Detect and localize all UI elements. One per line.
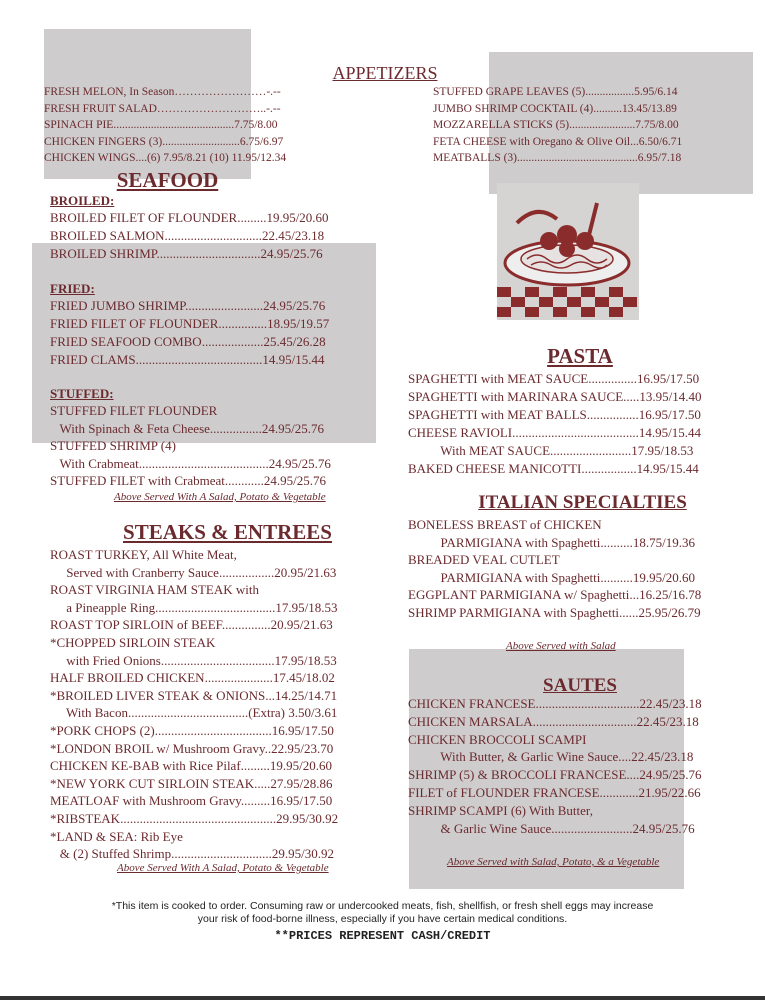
menu-item (44, 117, 278, 134)
menu-item-name: With Crabmeat (50, 455, 139, 471)
menu-item-name: SPAGHETTI with MEAT SAUCE (408, 371, 589, 386)
menu-item (408, 424, 701, 442)
menu-item (50, 333, 326, 351)
menu-item-price: 13.45/13.89 (621, 102, 677, 115)
menu-item (44, 150, 286, 167)
menu-item-price: 17.95/18.53 (275, 599, 338, 615)
menu-item (50, 616, 333, 634)
menu-item-price: 16.95/17.50 (271, 723, 334, 738)
menu-item-price: 16.95/17.50 (270, 793, 333, 809)
menu-item-name: FETA CHEESE with Oregano & Olive Oil (433, 135, 631, 148)
menu-item (50, 351, 324, 369)
menu-item (50, 828, 183, 846)
menu-item-name: CHICKEN FINGERS (3) (44, 135, 163, 148)
menu-item-leader: ................................ (156, 246, 261, 261)
menu-item (408, 731, 586, 749)
menu-item-leader: ..... (254, 775, 271, 791)
menu-item-name: BROILED FILET OF FLOUNDER (50, 210, 238, 225)
menu-item-leader: ... (630, 135, 639, 148)
menu-item (44, 134, 283, 151)
menu-item (50, 546, 237, 564)
menu-item (50, 792, 332, 810)
menu-item (50, 687, 337, 705)
menu-item-name: FRESH FRUIT SALAD (44, 102, 157, 115)
menu-item-price: 21.95/22.66 (638, 785, 701, 800)
menu-item (408, 713, 699, 731)
menu-item-leader: ................. (218, 564, 275, 580)
menu-item-name: EGGPLANT PARMIGIANA w/ Spaghetti (408, 587, 630, 602)
menu-item-leader: ............... (218, 316, 268, 331)
menu-item-name: CHICKEN KE-BAB with Rice Pilaf (50, 758, 241, 774)
footer-disclaimer-line-1: *This item is cooked to order. Consuming raw or undercooked meats, fish, shellfish, or fresh shell eggs may increase (111, 900, 654, 912)
menu-item-name: With MEAT SAUCE (408, 443, 551, 458)
menu-item-name: *RIBSTEAK (50, 811, 121, 826)
menu-item-name: BAKED CHEESE MANICOTTI (408, 461, 582, 476)
menu-item-name: HALF BROILED CHICKEN (50, 670, 205, 686)
menu-item-price: 17.95/18.53 (631, 443, 694, 458)
broiled-label: BROILED: (50, 193, 115, 208)
menu-item (50, 722, 334, 740)
menu-item (50, 845, 334, 863)
menu-item (408, 460, 699, 478)
menu-item-price: 14.95/15.44 (262, 352, 325, 367)
seafood-title: SEAFOOD (116, 168, 219, 192)
menu-item-leader: .............................. (164, 228, 262, 243)
menu-item (50, 740, 333, 758)
menu-item-price: 24.95/25.76 (632, 820, 695, 836)
menu-item-price: 29.95/30.92 (271, 846, 334, 862)
menu-item-name: ROAST TURKEY, All White Meat, (50, 547, 237, 562)
menu-item (50, 564, 336, 582)
menu-item-name: SHRIMP SCAMPI (6) With Butter, (408, 802, 593, 818)
pasta-title: PASTA (547, 344, 613, 368)
menu-item (50, 634, 215, 652)
menu-item (433, 84, 678, 101)
menu-item (408, 766, 702, 784)
menu-item-name: CHEESE RAVIOLI (408, 425, 513, 440)
menu-item (408, 516, 602, 534)
menu-item-name: PARMIGIANA with Spaghetti (408, 534, 601, 550)
menu-item-name: *LAND & SEA: Rib Eye (50, 828, 183, 844)
menu-item-price: 24.95/25.76 (263, 298, 326, 313)
menu-item (50, 227, 324, 245)
menu-item-leader: ................................................ (120, 811, 277, 826)
menu-item-price: 6.95/7.18 (637, 152, 682, 164)
menu-item (433, 134, 682, 151)
menu-item-leader: ............... (221, 617, 271, 633)
menu-item (408, 604, 701, 622)
menu-item-leader: ......................... (551, 820, 633, 836)
menu-item-name: & (2) Stuffed Shrimp (50, 846, 172, 862)
menu-item-price: 16.95/17.50 (638, 407, 701, 422)
menu-item-price: 7.75/8.00 (635, 119, 679, 131)
menu-item-leader: ..... (623, 389, 640, 404)
menu-item-price: 14.95/15.44 (636, 461, 699, 476)
menu-item-leader: ............ (599, 785, 639, 800)
menu-item-leader: ..................................... (155, 599, 276, 615)
menu-item-price: 22.45/23.18 (639, 696, 702, 711)
menu-item-price: 19.95/20.60 (269, 758, 333, 774)
menu-item-leader: .......... (600, 569, 633, 585)
menu-item-name: CHICKEN MARSALA (408, 713, 533, 729)
menu-item-leader: .......... (600, 534, 633, 550)
menu-item-leader: .......... (593, 102, 622, 115)
italian-note: Above Served with Salad (506, 640, 616, 652)
menu-item-price: 22.45/23.18 (261, 228, 325, 243)
menu-item-leader: ................. (581, 461, 637, 476)
menu-item-price: 24.95/25.76 (268, 455, 331, 471)
menu-item-name: STUFFED SHRIMP (4) (50, 438, 176, 453)
menu-item-leader: ......... (240, 793, 271, 809)
menu-item (50, 652, 337, 670)
menu-item-name: BONELESS BREAST of CHICKEN (408, 517, 602, 532)
menu-item-leader: ........................... (162, 135, 240, 148)
menu-item-price: 5.95/6.14 (634, 86, 678, 98)
sautes-note: Above Served with Salad, Potato, & a Vegetable (447, 856, 660, 868)
menu-item-price: 20.95/21.63 (274, 564, 337, 580)
menu-item-price: 22.45/23.18 (631, 749, 694, 765)
menu-item-leader: ................. (585, 86, 635, 98)
menu-item-name: PARMIGIANA with Spaghetti (408, 569, 601, 585)
menu-item-name: a Pineapple Ring (50, 599, 156, 615)
menu-item-leader: ........................................ (138, 455, 269, 471)
menu-item-leader: ..................... (204, 670, 273, 686)
spaghetti-meatballs-illustration (497, 183, 639, 320)
menu-item-name: *CHOPPED SIRLOIN STEAK (50, 635, 216, 650)
menu-item-price: 22.95/23.70 (271, 740, 334, 756)
menu-item-leader: .. (264, 740, 272, 756)
menu-item-leader: ................ (209, 420, 262, 436)
menu-item (433, 101, 677, 118)
menu-item (50, 455, 331, 473)
footer-prices-note: **PRICES REPRESENT CASH/CREDIT (274, 929, 491, 943)
menu-item-price: 14.25/14.71 (274, 687, 338, 703)
fried-label: FRIED: (50, 281, 95, 296)
menu-item-leader: ................................... (160, 652, 275, 668)
menu-item-leader: ... (629, 587, 640, 602)
menu-item-leader: ................ (586, 407, 639, 422)
menu-item (408, 370, 699, 388)
menu-item-name: with Fried Onions (50, 652, 161, 668)
menu-item-name: BREADED VEAL CUTLET (408, 552, 560, 567)
menu-item (50, 704, 337, 722)
menu-item-leader: .................................... (154, 723, 272, 738)
menu-item-price: 29.95/30.92 (276, 811, 339, 826)
menu-item-leader: ............................... (171, 846, 272, 862)
menu-item (50, 810, 338, 828)
menu-item-name: *LONDON BROIL w/ Mushroom Gravy (50, 740, 265, 756)
menu-item-price: 16.25/16.78 (639, 587, 702, 602)
menu-item-name: FRIED SEAFOOD COMBO (50, 334, 202, 349)
menu-item-name: ROAST VIRGINIA HAM STEAK with (50, 582, 259, 598)
menu-item-name: STUFFED FILET with Crabmeat (50, 473, 225, 488)
menu-item-leader: ....................... (569, 119, 636, 131)
menu-item-price: 17.45/18.02 (272, 670, 335, 686)
menu-item-leader: ............ (224, 473, 264, 488)
menu-item-name: BROILED SALMON (50, 228, 165, 243)
menu-item-leader: ................................ (535, 696, 640, 711)
menu-item-price: 18.75/19.36 (632, 534, 695, 550)
menu-item-leader: .... (618, 749, 632, 765)
menu-item-name: BROILED SHRIMP (50, 246, 157, 261)
menu-item-name: MOZZARELLA STICKS (5) (433, 119, 570, 131)
menu-item (50, 581, 259, 599)
menu-item-price: 24.95/25.76 (260, 246, 323, 261)
italian-title: ITALIAN SPECIALTIES (478, 492, 687, 513)
menu-item-name: MEATLOAF with Mushroom Gravy (50, 793, 241, 809)
menu-item-name: & Garlic Wine Sauce (408, 820, 552, 836)
menu-item-leader: ................................ (532, 713, 637, 729)
menu-item-price: 16.95/17.50 (636, 371, 700, 386)
menu-item-name: SHRIMP (5) & BROCCOLI FRANCESE (408, 767, 627, 783)
menu-item-price: 19.95/20.60 (266, 210, 329, 225)
menu-item-price: 27.95/28.86 (270, 775, 333, 791)
menu-item-name: SPAGHETTI with MARINARA SAUCE (408, 389, 624, 404)
menu-item-name: SPINACH PIE (44, 119, 114, 131)
menu-item-leader: ......... (240, 758, 270, 774)
menu-item (433, 117, 679, 134)
menu-item-price: 13.95/14.40 (639, 389, 702, 404)
menu-item (44, 101, 281, 118)
menu-item (408, 569, 695, 587)
menu-item-name: *NEW YORK CUT SIRLOIN STEAK (50, 775, 255, 791)
menu-item-leader: ....................................... (512, 425, 639, 440)
menu-item-name: ROAST TOP SIRLOIN of BEEF (50, 617, 222, 633)
menu-item-leader: ......................... (550, 443, 632, 458)
menu-item (50, 669, 335, 687)
menu-item-name: STUFFED GRAPE LEAVES (5) (433, 86, 586, 98)
menu-item-leader: ................... (201, 334, 264, 349)
menu-item-leader: ... (265, 687, 275, 703)
menu-item-price: 18.95/19.57 (267, 316, 330, 331)
menu-item-name: FRIED CLAMS (50, 352, 136, 367)
menu-item-name: With Bacon (50, 705, 128, 721)
menu-item-price: 6.50/6.71 (638, 135, 683, 148)
menu-item-leader: ......... (237, 210, 267, 225)
menu-item (408, 784, 701, 802)
menu-item-leader: ............... (588, 371, 637, 386)
menu-item-leader: ..................................... (127, 705, 249, 721)
menu-item-name: CHICKEN BROCCOLI SCAMPI (408, 731, 587, 747)
menu-item-leader: ....................................... (135, 352, 263, 367)
sautes-title: SAUTES (543, 675, 617, 696)
menu-item-price: 24.95/25.76 (261, 420, 325, 436)
menu-item (408, 534, 695, 552)
seafood-note: Above Served With A Salad, Potato & Vegetable (114, 491, 326, 503)
menu-item-name: FRESH MELON, In Season (44, 86, 175, 98)
menu-item-price: 6.75/6.97 (239, 135, 284, 148)
menu-item-name: MEATBALLS (3) (433, 152, 518, 164)
menu-item-name: CHICKEN WINGS....(6) 7.95/8.21 (10) 11.95/12.34 (44, 152, 287, 164)
menu-item (433, 150, 681, 167)
menu-item-leader: .......................................... (113, 119, 235, 131)
bottom-border (0, 996, 765, 1000)
menu-item-price: -.-- (266, 102, 281, 115)
menu-item (50, 245, 323, 263)
menu-item-name: FILET of FLOUNDER FRANCESE (408, 785, 600, 800)
menu-item-leader: .......................................... (517, 152, 638, 164)
steaks-note: Above Served With A Salad, Potato & Vegetable (117, 862, 329, 874)
menu-item-price: 7.75/8.00 (234, 119, 278, 131)
menu-item (44, 84, 281, 101)
menu-item-name: SHRIMP PARMIGIANA with Spaghetti (408, 604, 620, 620)
menu-item-price: 20.95/21.63 (270, 617, 333, 633)
menu-item (408, 586, 701, 604)
menu-item-name: *BROILED LIVER STEAK & ONIONS (50, 687, 266, 703)
menu-item (408, 442, 693, 460)
menu-item (50, 472, 326, 490)
menu-item (408, 406, 701, 424)
menu-item-leader: …………………… (174, 86, 267, 98)
menu-item (408, 388, 702, 406)
menu-item-price: 24.95/25.76 (263, 473, 327, 488)
menu-item (408, 802, 593, 820)
menu-item-leader: ........................ (185, 298, 264, 313)
menu-item-name: CHICKEN FRANCESE (408, 696, 536, 711)
menu-item (408, 695, 702, 713)
menu-item-price: 22.45/23.18 (636, 713, 699, 729)
stuffed-label: STUFFED: (50, 386, 114, 401)
menu-item-leader: .... (626, 767, 640, 783)
menu-item (408, 551, 560, 569)
menu-item-name: JUMBO SHRIMP COCKTAIL (4) (433, 102, 594, 115)
menu-item-price: 19.95/20.60 (632, 569, 695, 585)
menu-item-name: FRIED JUMBO SHRIMP (50, 298, 186, 313)
menu-item-price: 25.45/26.28 (263, 334, 326, 349)
menu-item-name: Served with Cranberry Sauce (50, 564, 219, 580)
menu-item-name: STUFFED FILET FLOUNDER (50, 403, 218, 418)
menu-item-price: 14.95/15.44 (638, 425, 701, 440)
menu-item-name: With Butter, & Garlic Wine Sauce (408, 749, 619, 765)
menu-item-name: With Spinach & Feta Cheese (50, 420, 210, 436)
menu-item (50, 757, 332, 775)
menu-item-price: 24.95/25.76 (639, 767, 702, 783)
menu-item (50, 209, 329, 227)
footer-disclaimer-line-2: your risk of food-borne illness, especially if you have certain medical conditions. (197, 913, 568, 925)
menu-item-name: *PORK CHOPS (2) (50, 723, 155, 738)
menu-item (408, 748, 693, 766)
menu-item-price: -.-- (266, 86, 281, 98)
menu-item (408, 820, 695, 838)
menu-item (50, 599, 337, 617)
menu-item-name: FRIED FILET OF FLOUNDER (50, 316, 219, 331)
menu-item (50, 315, 329, 333)
menu-item (50, 775, 333, 793)
menu-item (50, 437, 176, 455)
menu-item-price: 25.95/26.79 (638, 604, 701, 620)
menu-item-name: SPAGHETTI with MEAT BALLS (408, 407, 587, 422)
menu-item (50, 297, 325, 315)
appetizers-title: APPETIZERS (332, 63, 438, 83)
steaks-title: STEAKS & ENTREES (123, 520, 332, 544)
menu-item-leader: ...... (619, 604, 639, 620)
menu-item-price: (Extra) 3.50/3.61 (248, 705, 338, 721)
menu-item (50, 420, 324, 438)
menu-item-price: 17.95/18.53 (274, 652, 337, 668)
menu-item (50, 402, 217, 420)
menu-item-leader: ……………………….. (156, 102, 267, 115)
